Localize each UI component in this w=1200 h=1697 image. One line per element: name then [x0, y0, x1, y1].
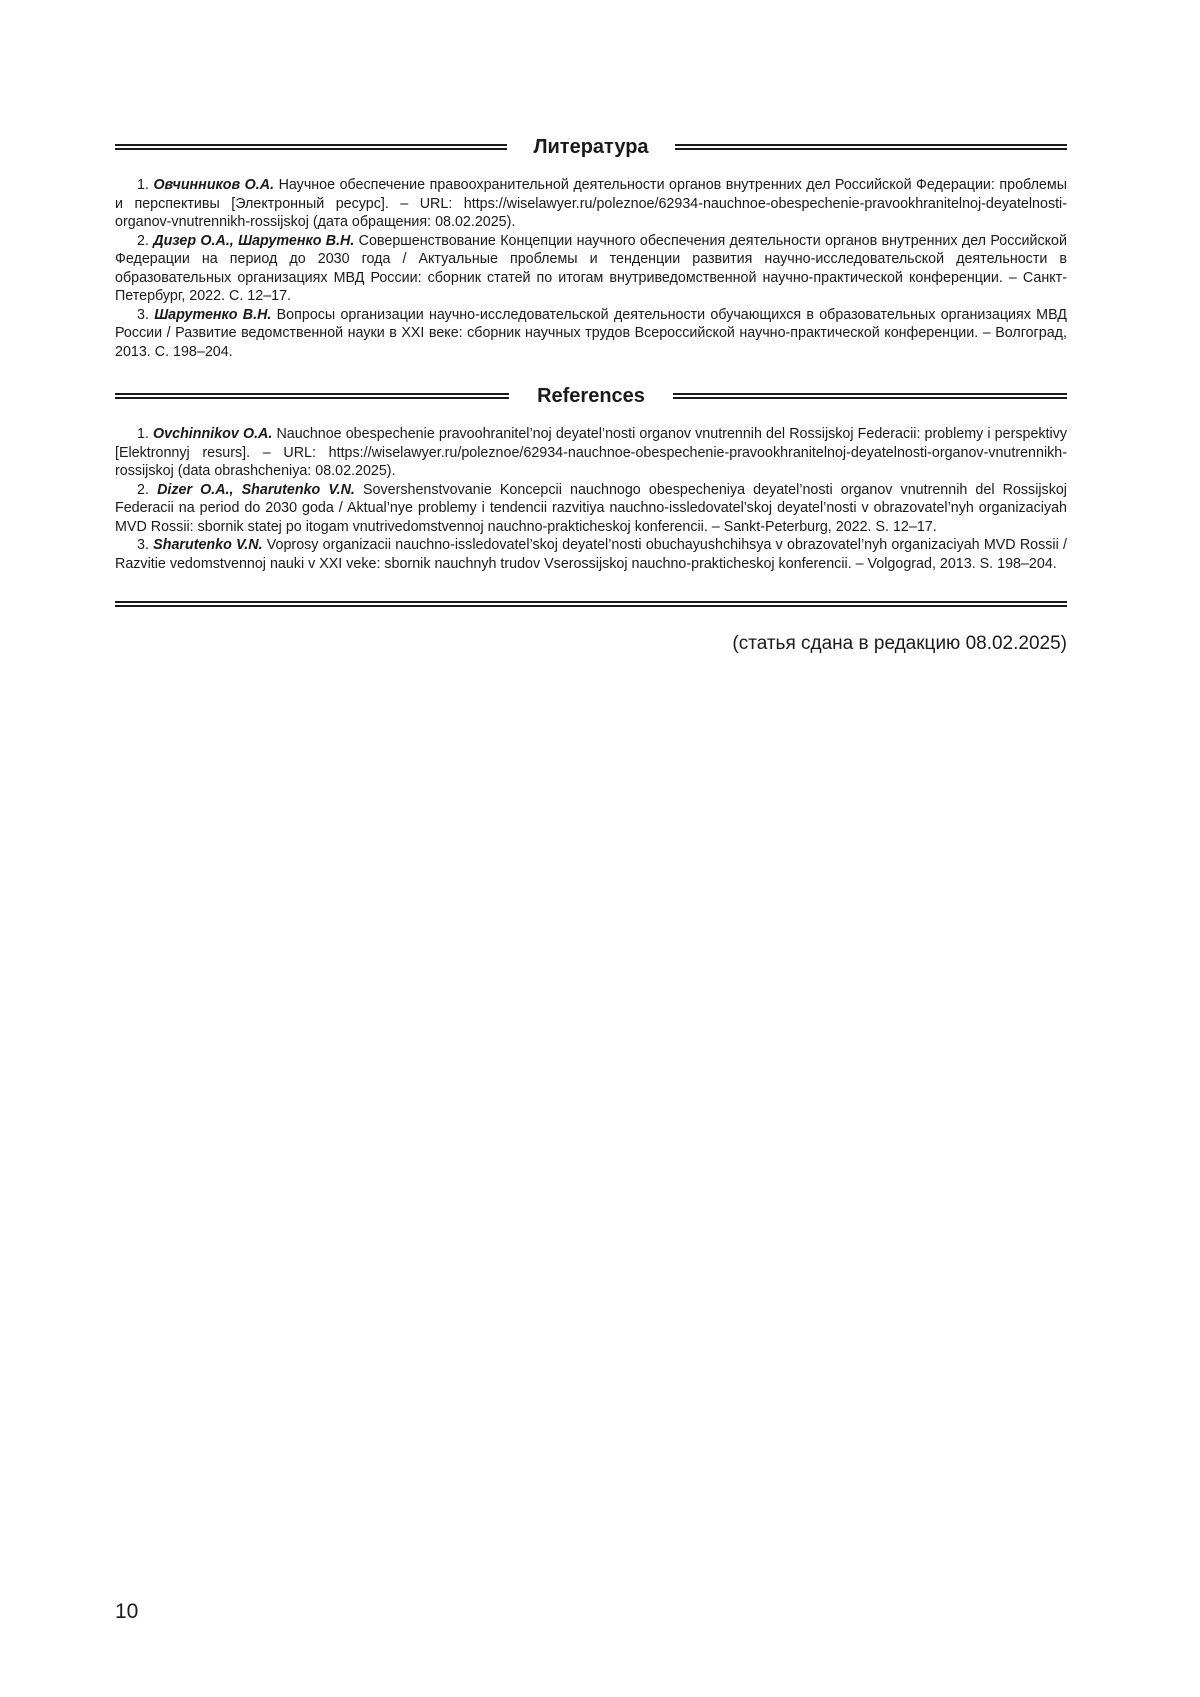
ref-number: 1.	[137, 177, 149, 193]
heading-rule-left	[115, 144, 507, 150]
heading-rule-right	[673, 393, 1067, 399]
page-content	[115, 130, 1067, 655]
ref-text: Научное обеспечение правоохранительной деятельности органов внутренних дел Российской Федерации: проблемы и перспективы [Электронный ресурс]. – URL: https://wiselawyer.ru/poleznoe/62934-nauchnoe-obespechenie-pravookhranitelnoj-deyatelnosti-organov-vnutrennikh-rossijskoj (дата обращения: 08.02.2025).	[115, 177, 1067, 230]
ref-author: Dizer O.A., Sharutenko V.N.	[157, 481, 355, 498]
page-number: 10	[115, 1600, 139, 1623]
ref-number: 1.	[137, 426, 149, 442]
literature-item	[115, 232, 1067, 306]
end-divider	[115, 601, 1067, 607]
ref-text: Sovershenstvovanie Koncepcii nauchnogo obespecheniya deyatel’nosti organov vnutrennih del Rossijskoj Federacii na period do 2030 goda / Aktual’nye problemy i tendencii razvitiya nauchno-issledovatel’skoj deyatel’nosti v obrazovatel’nyh organizaciyah MVD Rossii: sbornik statej po itogam vnutrivedomstvennoj nauchno-prakticheskoj konferencii. – Sankt-Peterburg, 2022. S. 12–17.	[115, 481, 1067, 535]
ref-author: Sharutenko V.N.	[153, 537, 263, 553]
ref-number: 3.	[137, 306, 149, 323]
submission-date-note: (статья сдана в редакцию 08.02.2025)	[732, 633, 1067, 654]
ref-text: Nauchnoe obespechenie pravoohranitel’noj deyatel’nosti organov vnutrennih del Rossijskoj Federacii: problemy i perspektivy [Elektronnyj resurs]. – URL: https://wiselawyer.ru/poleznoe/62934-nauchnoe-obespechenie-pravookhranitelnoj-deyatelnosti-organov-vnutrennikh-rossijskoj (data obrashcheniya: 08.02.2025).	[115, 426, 1067, 479]
ref-text: Voprosy organizacii nauchno-issledovatel’skoj deyatel’nosti obuchayushchihsya v obrazovatel’nyh organizaciyah MVD Rossii / Razvitie vedomstvennoj nauki v XXI veke: sbornik nauchnyh trudov Vserossijskoj nauchno-prakticheskoj konferencii. – Volgograd, 2013. S. 198–204.	[115, 537, 1067, 572]
literature-item	[115, 176, 1067, 232]
heading-rule-left	[115, 393, 509, 399]
references-title: References	[537, 384, 645, 407]
reference-item	[115, 536, 1067, 573]
ref-author: Дизер О.А., Шарутенко В.Н.	[153, 232, 355, 249]
ref-text: Совершенствование Концепции научного обеспечения деятельности органов внутренних дел Российской Федерации на период до 2030 года / Актуальные проблемы и тенденции развития научно-исследовательской деятельности в образовательных организациях МВД России: сборник статей по итогам внутриведомственной научно-практической конференции. – Санкт-Петербург, 2022. С. 12–17.	[115, 232, 1067, 304]
literature-list	[115, 176, 1067, 361]
ref-author: Шарутенко В.Н.	[154, 306, 272, 323]
ref-number: 2.	[137, 481, 149, 498]
references-heading	[115, 379, 1067, 413]
ref-number: 2.	[137, 232, 149, 249]
ref-author: Овчинников О.А.	[153, 177, 275, 193]
references-list	[115, 425, 1067, 573]
ref-number: 3.	[137, 537, 149, 553]
reference-item	[115, 481, 1067, 537]
literature-heading	[115, 130, 1067, 164]
literature-title: Литература	[533, 135, 649, 158]
reference-item	[115, 425, 1067, 481]
ref-author: Ovchinnikov O.A.	[153, 426, 273, 442]
ref-text: Вопросы организации научно-исследовательской деятельности обучающихся в образовательных организациях МВД России / Развитие ведомственной науки в XXI веке: сборник научных трудов Всероссийской научно-практической конференции. – Волгоград, 2013. С. 198–204.	[115, 306, 1067, 360]
literature-item	[115, 306, 1067, 362]
heading-rule-right	[675, 144, 1067, 150]
